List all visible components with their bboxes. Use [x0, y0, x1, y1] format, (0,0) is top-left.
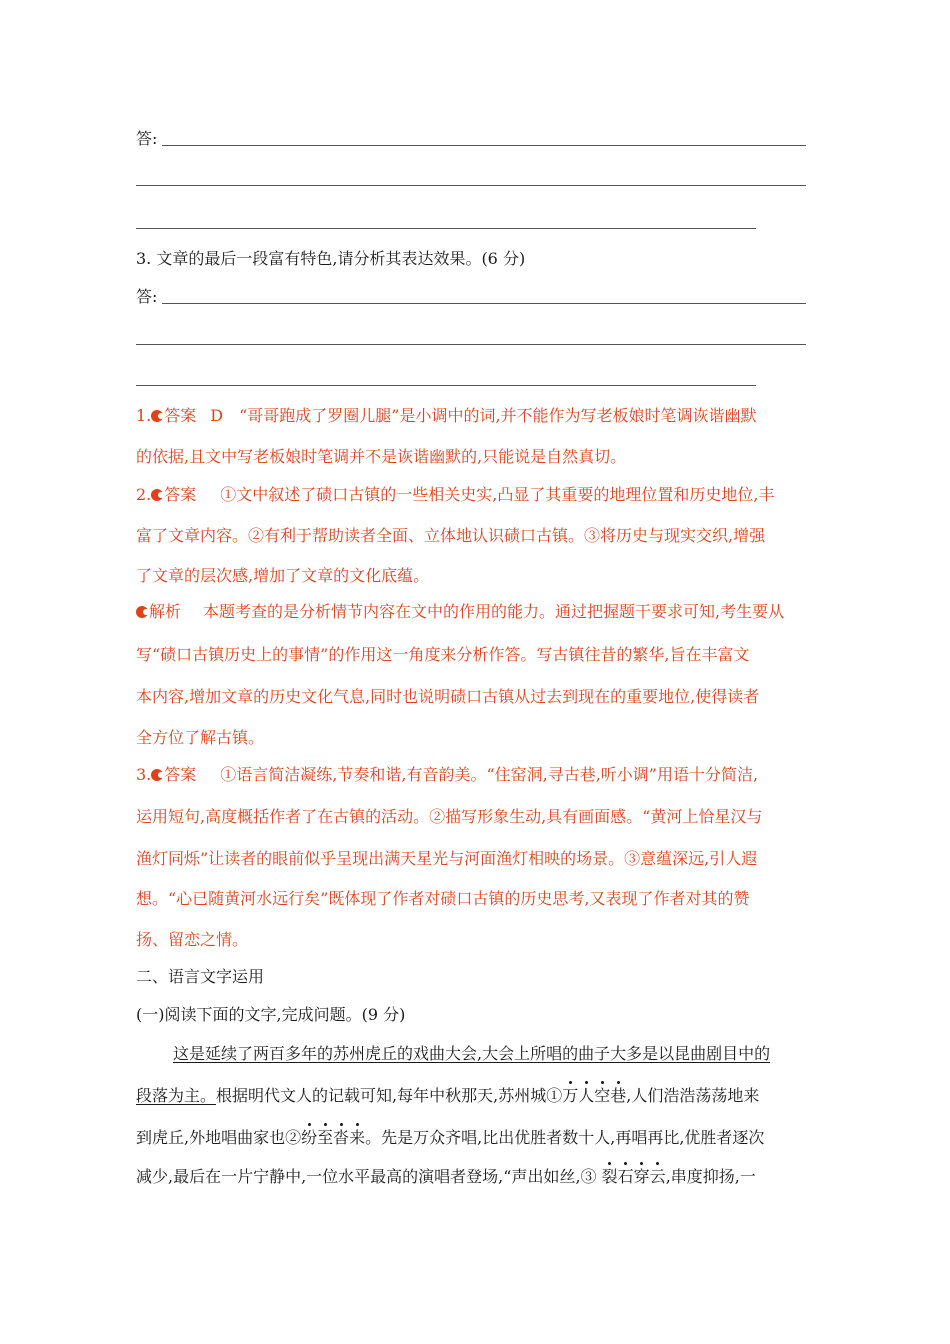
- analysis-line: [136, 601, 784, 623]
- answer-3-line: [136, 764, 758, 786]
- answer-2-line: 富了文章内容。②有利于帮助读者全面、立体地认识碛口古镇。③将历史与现实交织,增强: [136, 526, 766, 545]
- question-3: 3. 文章的最后一段富有特色,请分析其表达效果。(6 分): [136, 249, 526, 268]
- analysis-line: 写“碛口古镇历史上的事情”的作用这一角度来分析作答。写古镇往昔的繁华,旨在丰富文: [136, 645, 750, 664]
- passage-line: [173, 1043, 770, 1065]
- answer-label: 答:: [136, 129, 158, 148]
- emphasis-char: 空: [594, 1086, 611, 1105]
- answer-rule: [162, 145, 806, 146]
- answer-text: ①语言简洁凝练,节奏和谐,有音韵美。“住窑洞,寻古巷,听小调”用语十分简洁,: [220, 765, 759, 784]
- answer-text: ①文中叙述了碛口古镇的一些相关史实,凸显了其重要的地理位置和历史地位,丰: [220, 485, 775, 504]
- answer-rule: [136, 228, 756, 229]
- passage-line: [136, 1127, 764, 1149]
- emphasis-char: 裂: [601, 1167, 618, 1186]
- emphasis-char: 石: [617, 1167, 634, 1186]
- answer-rule: [162, 303, 806, 304]
- emphasis-char: 至: [317, 1128, 334, 1147]
- answer-3-line: 渔灯同烁”让读者的眼前似乎呈现出满天星光与河面渔灯相映的场景。③意蕴深远,引人遐: [136, 849, 758, 868]
- answer-2-line: [136, 484, 774, 506]
- section-heading: 二、语言文字运用: [136, 967, 265, 986]
- answer-3-line: 想。“心已随黄河水远行矣”既体现了作者对碛口古镇的历史思考,又表现了作者对其的赞: [136, 889, 750, 908]
- emphasis-char: 云: [649, 1167, 666, 1186]
- analysis-label: 解析: [149, 602, 182, 621]
- dotted-idiom: [301, 1128, 365, 1147]
- emphasis-char: 沓: [333, 1128, 350, 1147]
- answer-marker-icon: [151, 769, 163, 781]
- emphasis-char: 穿: [633, 1167, 650, 1186]
- answer-text: D “哥哥跑成了罗圈儿腿”是小调中的词,并不能作为写老板娘时笔调诙谐幽默: [210, 406, 757, 425]
- dotted-idiom: [602, 1167, 666, 1186]
- analysis-line: 本内容,增加文章的历史文化气息,同时也说明碛口古镇从过去到现在的重要地位,使得读者: [136, 687, 760, 706]
- answer-label: 答案: [164, 485, 197, 504]
- answer-2-line: 了文章的层次感,增加了文章的文化底蕴。: [136, 566, 430, 585]
- underlined-sentence: 段落为主。: [136, 1086, 217, 1105]
- answer-rule: [136, 344, 806, 345]
- answer-marker-icon: [151, 410, 163, 422]
- part-heading: (一)阅读下面的文字,完成问题。(9 分): [136, 1005, 406, 1024]
- answer-1-line: [136, 405, 757, 427]
- emphasis-char: 万: [562, 1086, 579, 1105]
- answer-1-line: 的依据,且文中写老板娘时笔调并不是诙谐幽默的,只能说是自然真切。: [136, 447, 627, 466]
- emphasis-char: 纷: [301, 1128, 318, 1147]
- passage-line: [136, 1085, 759, 1107]
- passage-text: ,串度抑扬,一: [665, 1167, 756, 1186]
- answer-number: 2.: [136, 485, 152, 504]
- answer-3-line: 运用短句,高度概括作者了在古镇的活动。②描写形象生动,具有画面感。“黄河上恰星汉与: [136, 807, 763, 826]
- answer-label: 答:: [136, 287, 158, 306]
- answer-rule: [136, 385, 756, 386]
- emphasis-char: 来: [349, 1128, 366, 1147]
- passage-text: 。先是万众齐唱,比出优胜者数十人,再唱再比,优胜者逐次: [365, 1128, 765, 1147]
- emphasis-char: 巷: [610, 1086, 627, 1105]
- answer-rule: [136, 185, 806, 186]
- analysis-line: 全方位了解古镇。: [136, 728, 265, 747]
- answer-label: 答案: [164, 406, 197, 425]
- answer-number: 1.: [136, 406, 152, 425]
- passage-text: ,人们浩浩荡荡地来: [626, 1086, 760, 1105]
- passage-text: 根据明代文人的记载可知,每年中秋那天,苏州城①: [216, 1086, 563, 1105]
- answer-marker-icon: [151, 489, 163, 501]
- analysis-marker-icon: [136, 606, 148, 618]
- passage-text: 减少,最后在一片宁静中,一位水平最高的演唱者登场,“声出如丝,③: [136, 1167, 602, 1186]
- analysis-text: 本题考查的是分析情节内容在文中的作用的能力。通过把握题干要求可知,考生要从: [203, 602, 785, 621]
- answer-3-line: 扬、留恋之情。: [136, 930, 249, 949]
- emphasis-char: 人: [578, 1086, 595, 1105]
- underlined-sentence: 这是延续了两百多年的苏州虎丘的戏曲大会,大会上所唱的曲子大多是以昆曲剧目中的: [173, 1044, 771, 1063]
- passage-text: 到虎丘,外地唱曲家也②: [136, 1128, 302, 1147]
- answer-number: 3.: [136, 765, 152, 784]
- dotted-idiom: [562, 1086, 626, 1105]
- passage-line: [136, 1166, 756, 1188]
- answer-label: 答案: [164, 765, 197, 784]
